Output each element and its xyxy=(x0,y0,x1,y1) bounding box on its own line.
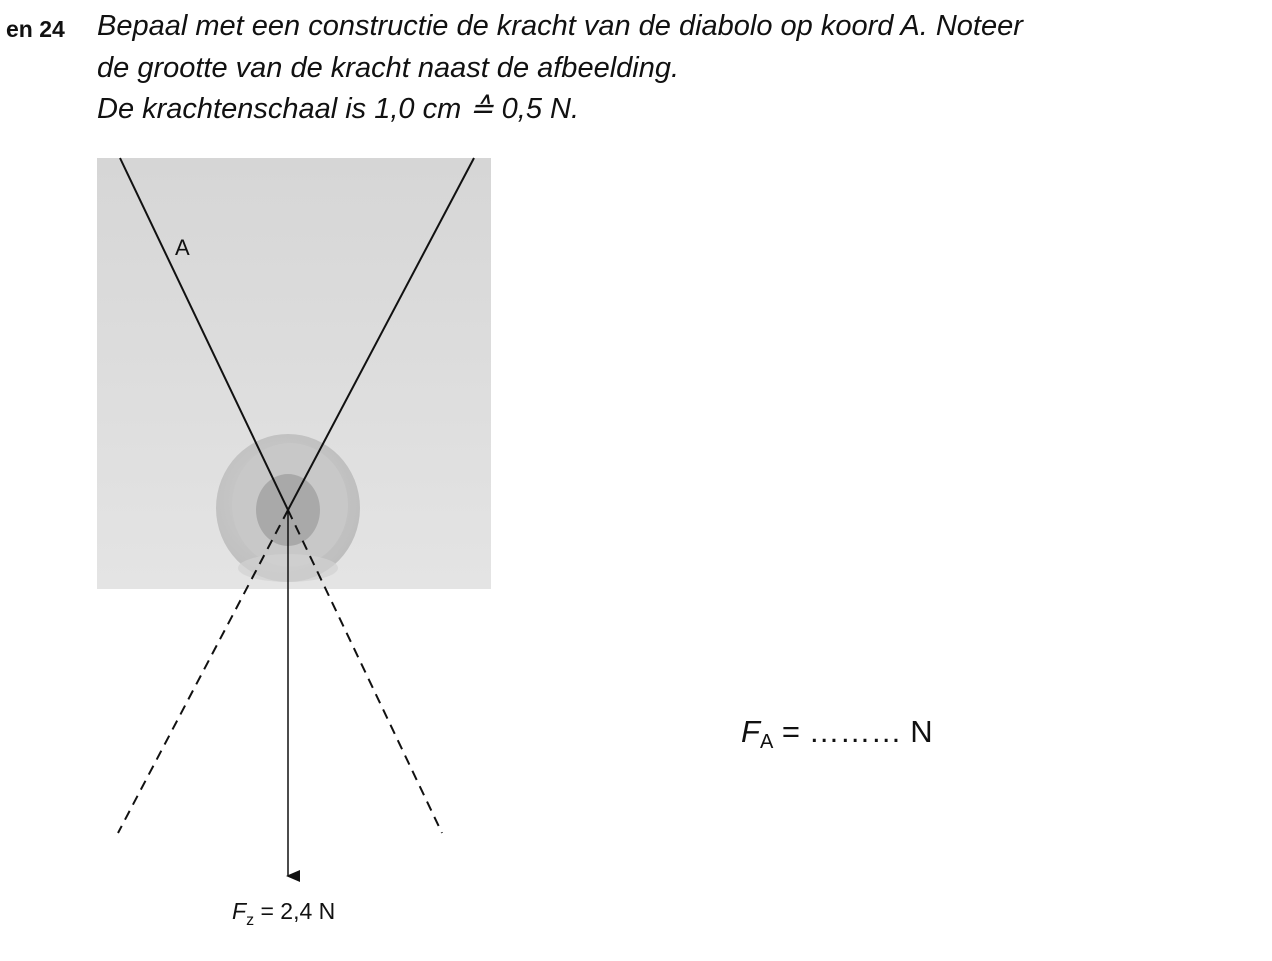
question-line-1: Bepaal met een constructie de kracht van de diabolo op koord A. Noteer xyxy=(97,10,1023,42)
cord-a-label: A xyxy=(175,235,190,260)
gravity-value: = 2,4 N xyxy=(254,898,336,924)
answer-text: = ……… N xyxy=(773,714,933,749)
answer-field[interactable] xyxy=(741,712,933,762)
question-line-2: de grootte van de kracht naast de afbeelding. xyxy=(97,51,680,84)
answer-subscript: A xyxy=(759,731,774,753)
gravity-force-label xyxy=(232,896,335,936)
question-number: en 24 xyxy=(6,16,65,42)
answer-symbol: F xyxy=(741,714,760,749)
gravity-symbol: F xyxy=(232,898,247,924)
gravity-subscript: z xyxy=(246,912,255,929)
question-line-3: De krachtenschaal is 1,0 cm ≙ 0,5 N. xyxy=(97,93,580,125)
